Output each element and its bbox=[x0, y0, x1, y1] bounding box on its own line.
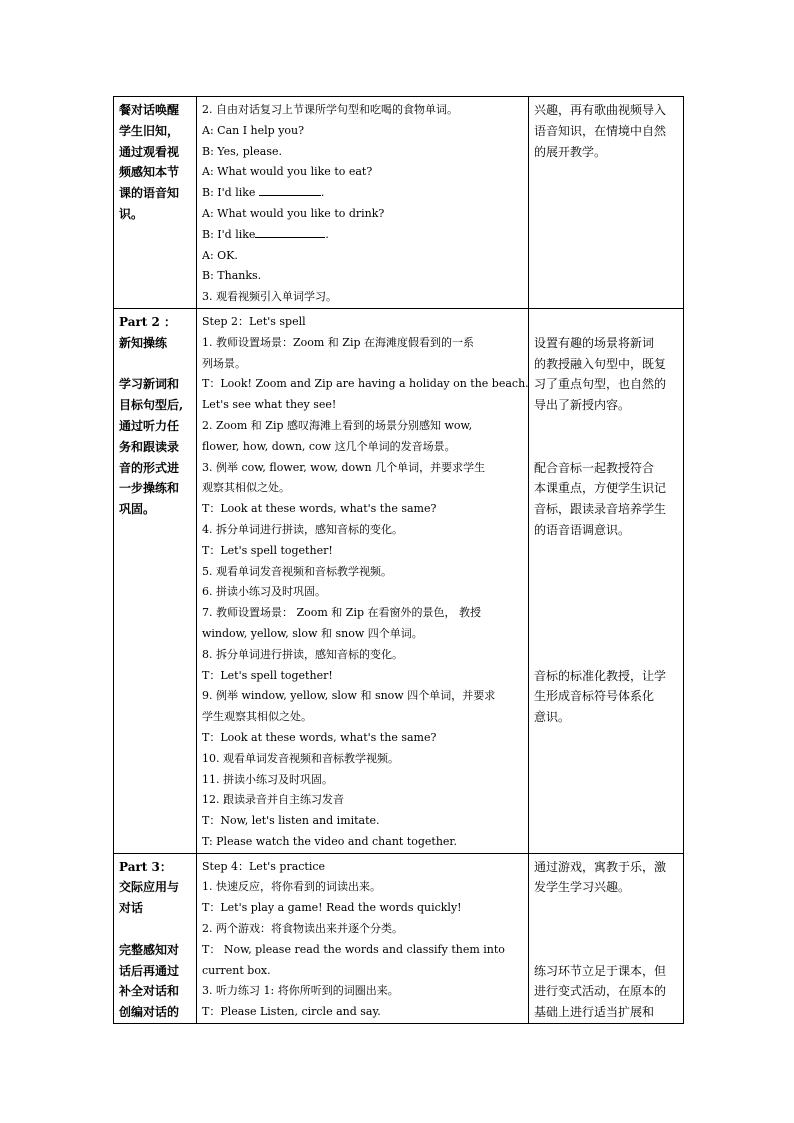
purpose-text: 意识。 bbox=[534, 710, 571, 725]
purpose-text: 音标，跟读录音培养学生 bbox=[534, 502, 667, 517]
activity-line: flower, how, down, cow 这几个单词的发音场景。 bbox=[202, 439, 456, 453]
stage-text: 学习新词和 bbox=[119, 377, 180, 392]
activity-line: T：Let's spell together! bbox=[202, 668, 333, 682]
activity-line: T：Now, let's listen and imitate. bbox=[202, 814, 380, 828]
activity-line: 4. 拆分单词进行拼读，感知音标的变化。 bbox=[202, 522, 403, 536]
activity-line: 1. 快速反应，将你看到的词读出来。 bbox=[202, 880, 381, 894]
purpose-cell bbox=[529, 308, 684, 853]
purpose-text: 练习环节立足于课本，但 bbox=[534, 963, 667, 978]
activity-line: 10. 观看单词发音视频和音标教学视频。 bbox=[202, 751, 399, 765]
activity-line: 2. 自由对话复习上节课所学句型和吃喝的食物单词。 bbox=[202, 103, 458, 116]
stage-text: 通过听力任 bbox=[119, 418, 180, 433]
activity-line: 列场景。 bbox=[202, 356, 246, 370]
activity-line: Step 4：Let's practice bbox=[202, 859, 326, 873]
activity-line: 学生观察其相似之处。 bbox=[202, 710, 312, 724]
purpose-text: 音标的标准化教授，让学 bbox=[534, 668, 667, 683]
stage-text: 话后再通过 bbox=[119, 963, 180, 978]
activity-line: 3. 听力练习 1: 将你所听到的词圈出来。 bbox=[202, 984, 399, 998]
fill-in-blank bbox=[255, 225, 325, 238]
activity-line: 观察其相似之处。 bbox=[202, 481, 290, 495]
purpose-cell bbox=[529, 853, 684, 1023]
purpose-text: 生形成音标符号体系化 bbox=[534, 689, 655, 704]
purpose-text: 导出了新授内容。 bbox=[534, 398, 631, 413]
activity-line: 3. 观看视频引入单词学习。 bbox=[202, 290, 337, 304]
activity-line: A: OK. bbox=[202, 248, 238, 262]
activity-line: B: Thanks. bbox=[202, 269, 262, 283]
purpose-cell bbox=[529, 97, 684, 309]
stage-text: 频感知本节 bbox=[119, 165, 180, 180]
activity-line-text: B: I'd like bbox=[202, 227, 256, 241]
activity-line: 2. Zoom 和 Zip 感叹海滩上看到的场景分别感知 wow, bbox=[202, 418, 473, 432]
purpose-text: 通过游戏，寓教于乐，激 bbox=[534, 859, 667, 874]
activity-line: 9. 例举 window, yellow, slow 和 snow 四个单词，并要求 bbox=[202, 689, 496, 703]
purpose-text: 发学生学习兴趣。 bbox=[534, 880, 631, 895]
activity-line: T：Look at these words, what's the same? bbox=[202, 730, 437, 744]
purpose-text: 习了重点句型，也自然的 bbox=[534, 377, 667, 392]
stage-text: 目标句型后, bbox=[119, 398, 184, 413]
stage-text: 通过观看视 bbox=[119, 144, 180, 159]
purpose-text: 进行变式活动，在原本的 bbox=[534, 984, 667, 999]
activity-cell bbox=[197, 853, 529, 1023]
stage-text: 补全对话和 bbox=[119, 984, 180, 999]
purpose-text: 语音知识，在情境中自然 bbox=[534, 123, 667, 138]
stage-cell bbox=[114, 853, 197, 1023]
activity-line: 7. 教师设置场景： Zoom 和 Zip 在看窗外的景色， 教授 bbox=[202, 606, 481, 620]
activity-line: 3. 例举 cow, flower, wow, down 几个单词，并要求学生 bbox=[202, 460, 486, 474]
fill-in-blank bbox=[259, 183, 321, 196]
activity-line: A: What would you like to drink? bbox=[202, 206, 385, 220]
activity-line: window, yellow, slow 和 snow 四个单词。 bbox=[202, 626, 423, 640]
stage-text: 课的语音知 bbox=[119, 186, 180, 201]
activity-line: Step 2：Let's spell bbox=[202, 314, 306, 328]
stage-heading: 对话 bbox=[119, 901, 144, 916]
activity-line: current box. bbox=[202, 963, 271, 977]
stage-text: 务和跟读录 bbox=[119, 439, 180, 454]
stage-heading: Part 2 ： bbox=[119, 314, 177, 329]
activity-line: 8. 拆分单词进行拼读，感知音标的变化。 bbox=[202, 647, 403, 661]
activity-line: T： Now, please read the words and classify them into bbox=[202, 942, 505, 956]
activity-cell bbox=[197, 308, 529, 853]
stage-text: 音的形式进 bbox=[119, 460, 180, 475]
stage-text: 识。 bbox=[119, 206, 144, 221]
activity-line-text: B: I'd like bbox=[202, 186, 259, 200]
activity-line: 1. 教师设置场景：Zoom 和 Zip 在海滩度假看到的一系 bbox=[202, 335, 475, 349]
stage-heading: Part 3： bbox=[119, 859, 172, 874]
activity-line: 12. 跟读录音并自主练习发音 bbox=[202, 793, 344, 807]
stage-text: 学生旧知， bbox=[119, 123, 180, 138]
activity-line-with-blank: B: I'd like . bbox=[202, 225, 523, 246]
purpose-text: 基础上进行适当扩展和 bbox=[534, 1005, 655, 1020]
activity-line: 2. 两个游戏：将食物读出来并逐个分类。 bbox=[202, 922, 403, 936]
activity-cell bbox=[197, 97, 529, 309]
stage-cell bbox=[114, 308, 197, 853]
purpose-text: 设置有趣的场景将新词 bbox=[534, 335, 655, 350]
stage-heading: 新知操练 bbox=[119, 335, 168, 350]
activity-line: T：Let's play a game! Read the words quickly! bbox=[202, 901, 462, 915]
purpose-text: 本课重点，方便学生识记 bbox=[534, 481, 667, 496]
activity-line: A: Can I help you? bbox=[202, 123, 305, 137]
table-row-part3 bbox=[114, 853, 684, 1023]
stage-text: 创编对话的 bbox=[119, 1005, 180, 1020]
stage-text: 餐对话唤醒 bbox=[119, 103, 180, 117]
activity-line: B: Yes, please. bbox=[202, 144, 283, 158]
activity-line: T：Let's spell together! bbox=[202, 543, 333, 557]
activity-line: Let's see what they see! bbox=[202, 398, 337, 412]
activity-line-with-blank: B: I'd like . bbox=[202, 183, 523, 204]
stage-text: 巩固。 bbox=[119, 502, 156, 517]
purpose-text: 的展开教学。 bbox=[534, 144, 607, 159]
activity-line: T：Please Listen, circle and say. bbox=[202, 1005, 381, 1019]
activity-line: A: What would you like to eat? bbox=[202, 165, 373, 179]
purpose-text: 兴趣，再有歌曲视频导入 bbox=[534, 103, 667, 117]
activity-line: T：Look at these words, what's the same? bbox=[202, 502, 437, 516]
activity-line: 6. 拼读小练习及时巩固。 bbox=[202, 585, 326, 599]
activity-line: 11. 拼读小练习及时巩固。 bbox=[202, 772, 333, 786]
activity-line: T: Please watch the video and chant together. bbox=[202, 834, 457, 848]
activity-line: 5. 观看单词发音视频和音标教学视频。 bbox=[202, 564, 392, 578]
table-row-part2 bbox=[114, 308, 684, 853]
lesson-plan-table bbox=[113, 96, 684, 1024]
stage-text: 一步操练和 bbox=[119, 481, 180, 496]
stage-heading: 交际应用与 bbox=[119, 880, 180, 895]
stage-cell bbox=[114, 97, 197, 309]
activity-line: T：Look! Zoom and Zip are having a holiday on the beach. bbox=[202, 377, 529, 391]
purpose-text: 配合音标一起教授符合 bbox=[534, 460, 655, 475]
table-row-intro bbox=[114, 97, 684, 309]
purpose-text: 的语音语调意识。 bbox=[534, 522, 631, 537]
purpose-text: 的教授融入句型中，既复 bbox=[534, 356, 667, 371]
stage-text: 完整感知对 bbox=[119, 942, 180, 957]
